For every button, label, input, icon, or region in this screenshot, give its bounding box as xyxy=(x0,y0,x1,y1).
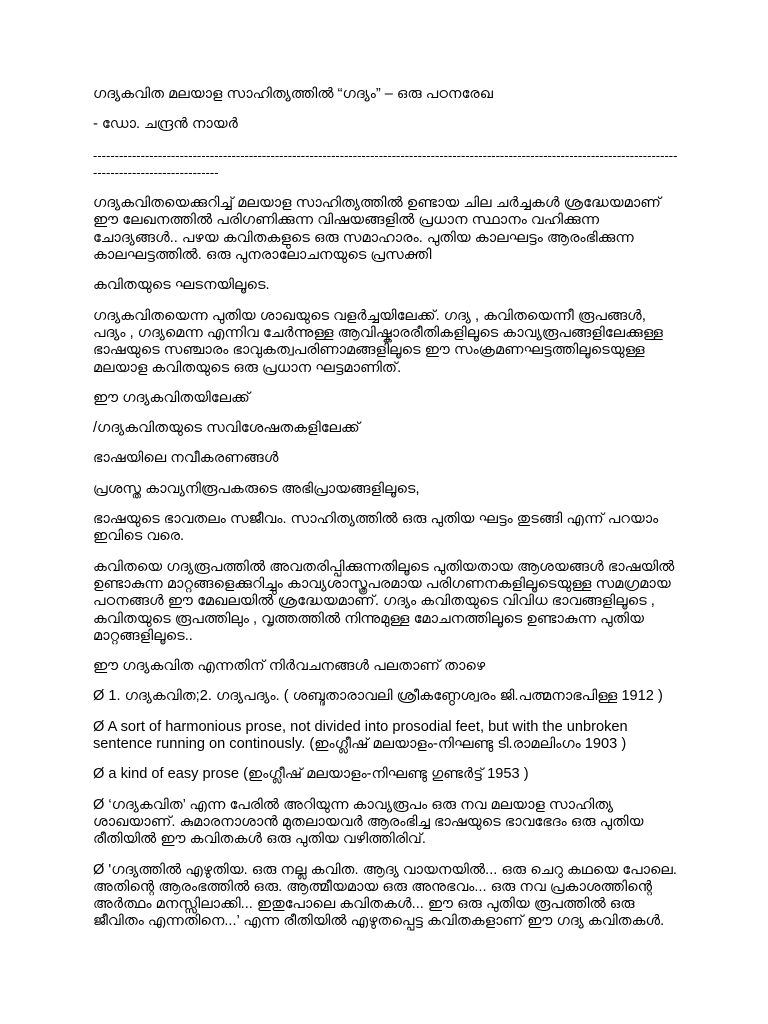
paragraph-9: കവിതയെ ഗദ്യരൂപത്തിൽ അവതരിപ്പിക്കുന്നതിലൂടെ പുതിയതായ ആശയങ്ങൾ ഭാഷയിൽ ഉണ്ടാകുന്ന മാറ്റങ്ങളെക്കുറിച്ചും കാവ്യശാസ്ത്രപരമായ പരിഗണനകളിലൂടെയുള്ള സമഗ്രമായ പഠനങ്ങൾ ഈ മേഖലയിൽ ശ്രദ്ധേയമാണ്. ഗദ്യം കവിതയുടെ വിവിധ ഭാവങ്ങളിലൂടെ , കവിതയുടെ രൂപത്തിലും , വൃത്തത്തിൽ നിന്നുമുള്ള മോചനത്തിലൂടെ ഉണ്ടാകുന്ന പുതിയ മാറ്റങ്ങളിലൂടെ.. xyxy=(93,558,675,644)
definition-item-2: Ø A sort of harmonious prose, not divided into prosodial feet, but with the unbroken sentence running on continously. (ഇംഗ്ലീഷ് മലയാളം-നിഘണ്ടു ടി.രാമലിംഗം 1903 ) xyxy=(93,718,628,753)
definition-item-3: Ø a kind of easy prose (ഇംഗ്ലീഷ് മലയാളം-നിഘണ്ടു ഗുണ്ടർട്ട് 1953 ) xyxy=(93,766,529,783)
definition-item-1: Ø 1. ഗദ്യകവിത;2. ഗദ്യപദ്യം. ( ശബ്ദതാരാവലി ശ്രീകണ്ഠേശ്വരം ജി.പത്മനാഭപിള്ള 1912 ) xyxy=(93,688,663,705)
paragraph-1: ഗദ്യകവിതയെക്കുറിച്ച് മലയാള സാഹിത്യത്തിൽ ഉണ്ടായ ചില ചർച്ചകൾ ശ്രദ്ധേയമാണ് ഈ ലേഖനത്തിൽ പരിഗണിക്കുന്ന വിഷയങ്ങളിൽ പ്രധാന സ്ഥാനം വഹിക്കുന്ന ചോദ്യങ്ങൾ.. പഴയ കവിതകളുടെ ഒരു സമാഹാരം. പുതിയ കാലഘട്ടം ആരംഭിക്കുന്ന കാലഘട്ടത്തിൽ. ഒരു പുനരാലോചനയുടെ പ്രസക്തി xyxy=(93,195,661,264)
document-page xyxy=(93,86,679,944)
document-author: - ഡോ. ചന്ദ്രൻ നായർ xyxy=(93,116,238,133)
paragraph-3: ഗദ്യകവിതയെന്ന പുതിയ ശാഖയുടെ വളർച്ചയിലേക്ക്. ഗദ്യ , കവിതയെന്നീ രൂപങ്ങൾ, പദ്യം , ഗദ്യമെന്ന എന്നിവ ചേർന്നുള്ള ആവിഷ്കാരരീതികളിലൂടെ കാവ്യരൂപങ്ങളിലേക്കുള്ള ഭാഷയുടെ സഞ്ചാരം ഭാവുകത്വപരിണാമങ്ങളിലൂടെ ഈ സംക്രമണഘട്ടത്തിലൂടെയുള്ള മലയാള കവിതയുടെ ഒരു പ്രധാന ഘട്ടമാണിത്. xyxy=(93,307,663,376)
paragraph-5: /ഗദ്യകവിതയുടെ സവിശേഷതകളിലേക്ക് xyxy=(93,420,360,437)
paragraph-2: കവിതയുടെ ഘടനയിലൂടെ. xyxy=(93,277,270,294)
definition-item-5: Ø 'ഗദ്യത്തിൽ എഴുതിയ. ഒരു നല്ല കവിത. ആദ്യ വായനയിൽ... ഒരു ചെറു കഥയെ പോലെ. അതിന്റെ ആരംഭത്തിൽ ഒരു. ആത്മീയമായ ഒരു അനുഭവം... ഒരു നവ പ്രകാശത്തിന്റെ അർത്ഥം മനസ്സിലാക്കി... ഇതുപോലെ കവിതകൾ... ഈ ഒരു പുതിയ രൂപത്തിൽ ഒരു ജീവിതം എന്നതിനെ...’ എന്ന രീതിയിൽ എഴുതപ്പെട്ട കവിതകളാണ് ഈ ഗദ്യ കവിതകൾ. xyxy=(93,861,677,930)
paragraph-8: ഭാഷയുടെ ഭാവതലം സജീവം. സാഹിത്യത്തിൽ ഒരു പുതിയ ഘട്ടം തുടങ്ങി എന്ന് പറയാം ഇവിടെ വരെ. xyxy=(93,511,659,545)
paragraph-10: ഈ ഗദ്യകവിത എന്നതിന് നിർവചനങ്ങൾ പലതാണ് താഴെ xyxy=(93,658,486,675)
definition-item-4: Ø ‘ഗദ്യകവിത’ എന്ന പേരിൽ അറിയുന്ന കാവ്യരൂപം ഒരു നവ മലയാള സാഹിത്യ ശാഖയാണ്. കുമാരനാശാൻ മുതലായവർ ആരംഭിച്ച ഭാഷയുടെ ഭാവഭേദം ഒരു പുതിയ രീതിയിൽ ഈ കവിതകൾ ഒരു പുതിയ വഴിത്തിരിവ്. xyxy=(93,796,644,848)
paragraph-7: പ്രശസ്ത കാവ്യനിരൂപകരുടെ അഭിപ്രായങ്ങളിലൂടെ, xyxy=(93,480,420,497)
paragraph-4: ഈ ഗദ്യകവിതയിലേക്ക് xyxy=(93,389,250,406)
paragraph-6: ഭാഷയിലെ നവീകരണങ്ങൾ xyxy=(93,450,279,467)
divider-line: -------------------------------------------------------------------------------------------------------------------------------------------------------------------- xyxy=(93,147,678,180)
document-title: ഗദ്യകവിത മലയാള സാഹിത്യത്തിൽ “ഗദ്യം” – ഒരു പഠനരേഖ xyxy=(93,86,494,102)
